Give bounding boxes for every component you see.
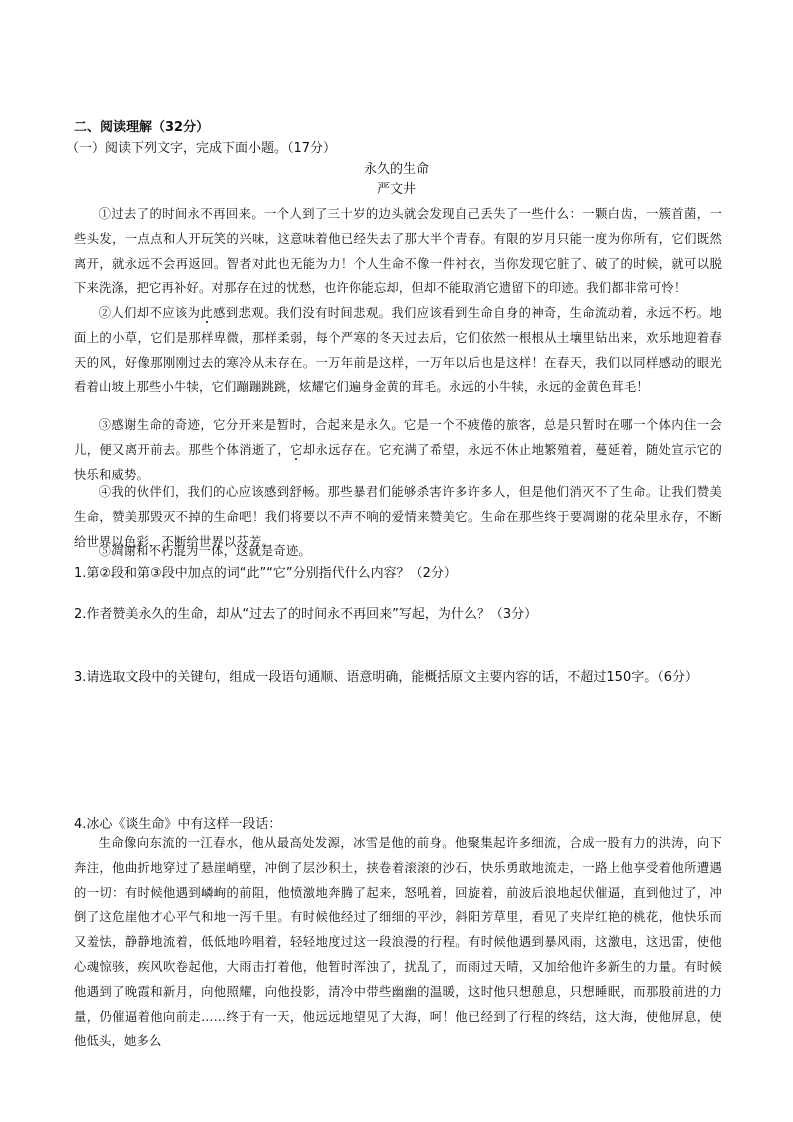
article-paragraph-4: ④我的伙伴们，我们的心应该感到舒畅。那些暴君们能够杀害许多许多人，但是他们消灭不了生命。让我们赞美生命，赞美那毁灭不掉的生命吧！我们将要以不声不响的爱情来赞美它。生命在那些终于要凋谢的花朵里永存，不断给世界以色彩，不断给世界以芬芳。 <box>74 485 722 549</box>
article-paragraph-2 <box>74 301 722 400</box>
article-paragraph-3 <box>74 413 722 487</box>
question-2: 2.作者赞美永久的生命，却从“过去了的时间永不再回来”写起，为什么？（3分） <box>74 607 538 622</box>
article-paragraph-1: ①过去了的时间永不再回来。一个人到了三十岁的边头就会发现自己丢失了一些什么：一颗白齿，一簇首菌，一些头发，一点点和人开玩笑的兴味，这意味着他已经失去了那大半个青春。有限的岁月只能一度为你所有，它们既然离开，就永远不会再返回。智者对此也无能为力！个人生命不像一件衬衣，当你发现它脏了、破了的时候，就可以脱下来洗涤，把它再补好。对那存在过的忧愁，也许你能忘却，但却不能取消它遗留下的印迹。我们都非常可怜！ <box>74 207 722 296</box>
emphasis-dot-word-ci: 此 <box>200 306 214 320</box>
paragraph-2-text-b: 感到悲观。我们没有时间悲观。我们应该看到生命自身的神奇，生命流动着，永远不朽。地面上的小草，它们是那样卑微，那样柔弱，每个严寒的冬天过去后，它们依然一根根从土壤里钻出来，欢乐地迎着春天的风，好像那刚刚过去的寒冷从未存在。一万年前是这样，一万年以后也是这样！在春天，我们以同样感动的眼光看着山坡上那些小牛犊，它们蹦蹦跳跳，炫耀它们遍身金黄的茸毛。永远的小牛犊，永远的金黄色茸毛！ <box>74 306 722 395</box>
paragraph-3-text-b: 却永远存在。它充满了希望，永远不休止地繁殖着，蔓延着，随处宣示它的快乐和威势。 <box>74 442 723 482</box>
question-4-passage: 生命像向东流的一江春水，他从最高处发源，冰雪是他的前身。他聚集起许多细流，合成一股有力的洪涛，向下奔注，他曲折地穿过了悬崖峭壁，冲倒了层沙积土，挟卷着滚滚的沙石，快乐勇敢地流走，一路上他享受着他所遭遇的一切：有时候他遇到嶙峋的前阻，他愤激地奔腾了起来，怒吼着，回旋着，前波后浪地起伏催逼，直到他过了，冲倒了这危崖他才心平气和地一泻千里。有时候他经过了细细的平沙，斜阳芳草里，看见了夹岸红艳的桃花，他快乐而又羞怯，静静地流着，低低地吟唱着，轻轻地度过这一段浪漫的行程。有时候他遇到暴风雨，这激电，这迅雷，使他心魂惊骇，疾风吹卷起他，大雨击打着他，他暂时浑浊了，扰乱了，而雨过天晴，又加给他许多新生的力量。有时候他遇到了晚霞和新月，向他照耀，向他投影，清冷中带些幽幽的温暖，这时他只想憩息，只想睡眠，而那股前进的力量，仍催逼着他向前走……终于有一天，他远远地望见了大海，呵！他已经到了行程的终结，这大海，使他屏息，使他低头，她多么 <box>74 836 722 1049</box>
section-subheading: （一）阅读下列文字，完成下面小题。（17分） <box>66 141 337 156</box>
article-author: 严文井 <box>376 182 416 197</box>
article-title: 永久的生命 <box>363 162 429 177</box>
question-1: 1.第②段和第③段中加点的词“此”“它”分别指代什么内容？（2分） <box>74 566 457 581</box>
section-heading: 二、阅读理解（32分） <box>74 120 210 135</box>
paragraph-2-text-a: ②人们却不应该为 <box>98 306 201 320</box>
question-3: 3.请选取文段中的关键句，组成一段语句通顺、语意明确，能概括原文主要内容的话，不超过150字。（6分） <box>74 670 698 685</box>
paragraph-3-text-a: ③感谢生命的奇迹，它分开来是暂时，合起来是永久。它是一个不疲倦的旅客，总是只暂时在哪一个体内住一会儿，便又离开前去。那些个体消逝了， <box>74 418 722 457</box>
emphasis-dot-word-ta: 它 <box>290 442 303 457</box>
question-4-intro: 4.冰心《谈生命》中有这样一段话： <box>74 817 282 832</box>
article-paragraph-5: ⑤凋谢和不朽混为一体，这就是奇迹。 <box>98 544 312 558</box>
